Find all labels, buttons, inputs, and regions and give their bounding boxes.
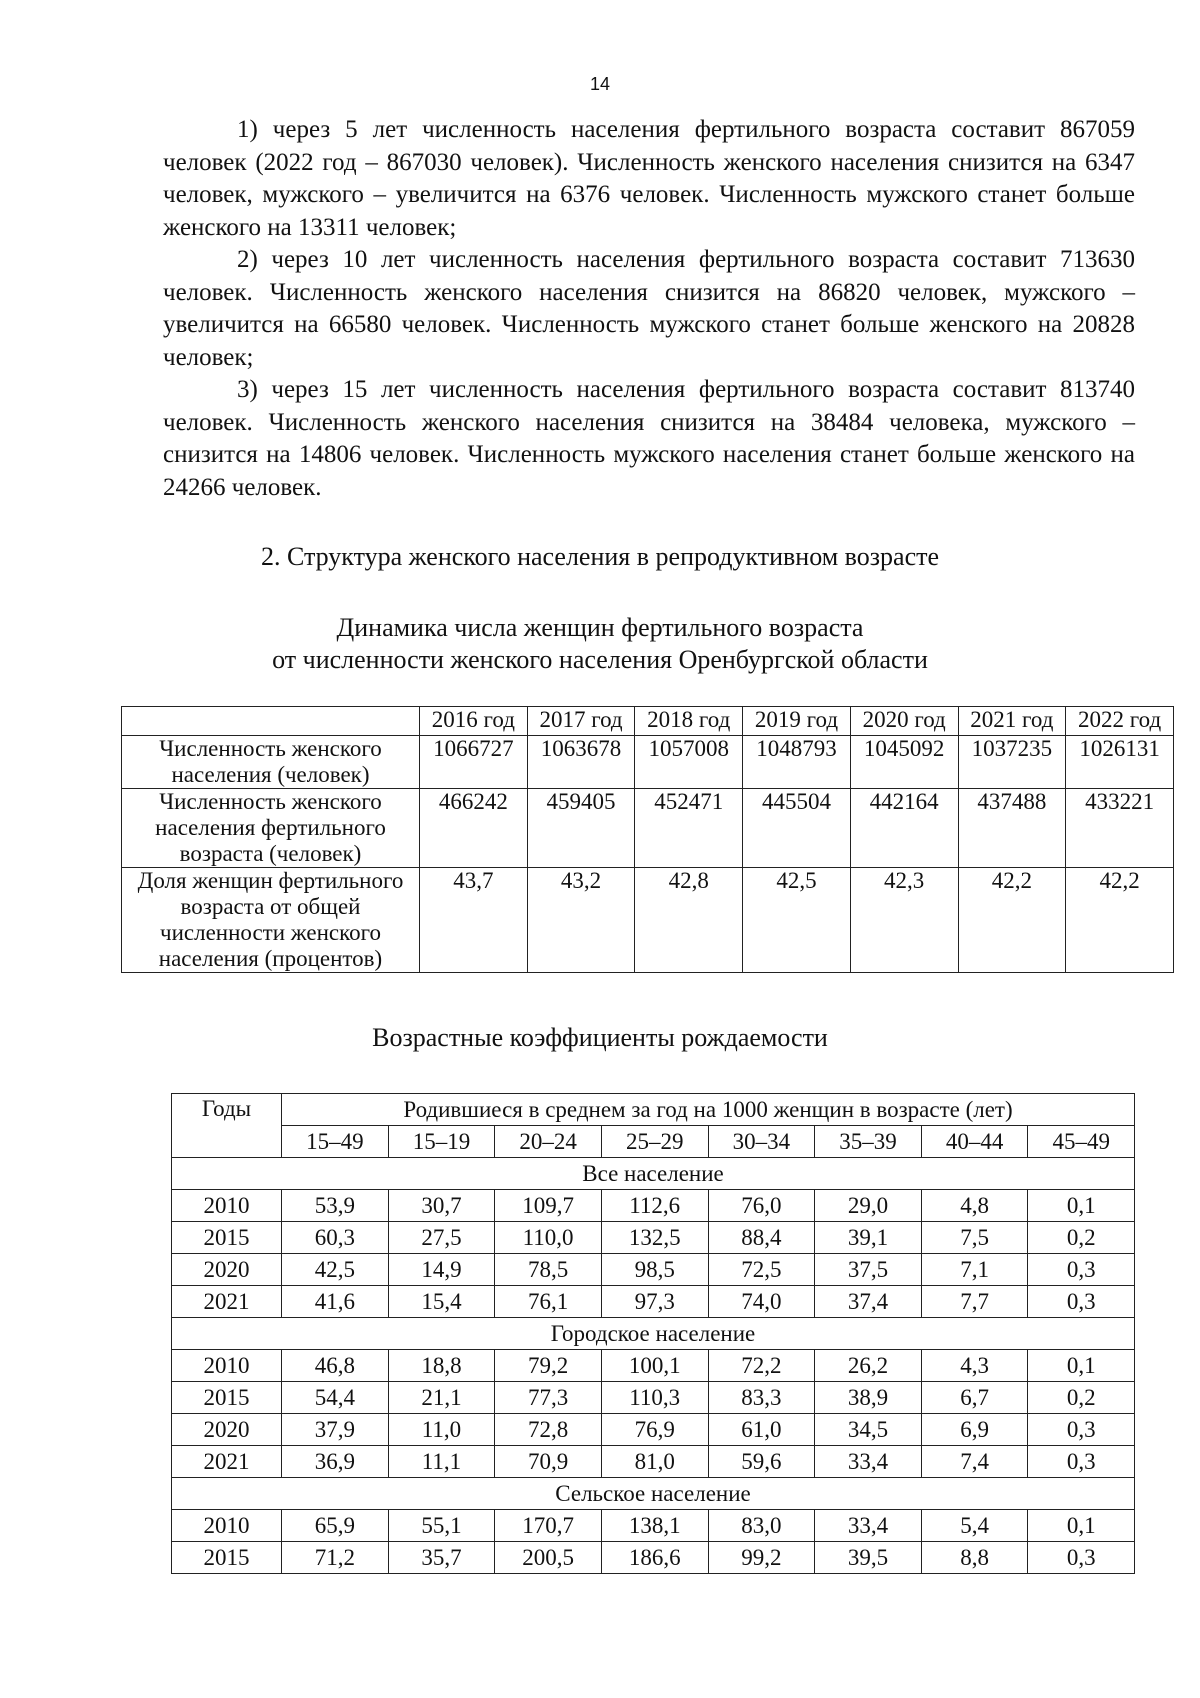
table-cell: 0,2: [1028, 1382, 1135, 1414]
table1-title-line2: от численности женского населения Оренбургской области: [272, 645, 928, 674]
table-cell: 110,3: [601, 1382, 708, 1414]
table-cell: 53,9: [282, 1190, 389, 1222]
row-label: Доля женщин фертильного возраста от общей численности женского населения (процентов): [122, 868, 420, 973]
table-cell: 452471: [635, 789, 743, 868]
year-cell: 2020: [172, 1414, 282, 1446]
table1-title: [0, 612, 1200, 676]
table-cell: 466242: [420, 789, 528, 868]
year-cell: 2021: [172, 1286, 282, 1318]
table-cell: 100,1: [601, 1350, 708, 1382]
table-cell: 0,3: [1028, 1446, 1135, 1478]
table-cell: 72,2: [708, 1350, 815, 1382]
table-row: [172, 1382, 1135, 1414]
table-cell: 83,3: [708, 1382, 815, 1414]
table-cell: 41,6: [282, 1286, 389, 1318]
year-cell: 2010: [172, 1510, 282, 1542]
table-cell: 186,6: [601, 1542, 708, 1574]
table-row: [122, 789, 1174, 868]
table-cell: 1066727: [420, 736, 528, 789]
table-cell: 1048793: [743, 736, 851, 789]
table-row: [172, 1446, 1135, 1478]
table-cell: 18,8: [388, 1350, 495, 1382]
table-cell: 42,3: [850, 868, 958, 973]
table-cell: 59,6: [708, 1446, 815, 1478]
table-cell: 1057008: [635, 736, 743, 789]
age-group-header: 45–49: [1028, 1126, 1135, 1158]
table-cell: 0,3: [1028, 1254, 1135, 1286]
table-cell: 7,4: [921, 1446, 1028, 1478]
age-group-header: 25–29: [601, 1126, 708, 1158]
section-row: [172, 1318, 1135, 1350]
section-title: 2. Структура женского населения в репродуктивном возрасте: [260, 542, 940, 571]
table-cell: 77,3: [495, 1382, 602, 1414]
table-cell: 0,2: [1028, 1222, 1135, 1254]
age-group-header: 35–39: [815, 1126, 922, 1158]
section-name: Сельское население: [172, 1478, 1135, 1510]
years-header: Годы: [172, 1094, 282, 1158]
table-cell: 65,9: [282, 1510, 389, 1542]
table-cell: 445504: [743, 789, 851, 868]
year-header: 2016 год: [420, 707, 528, 736]
group-header: Родившиеся в среднем за год на 1000 женщин в возрасте (лет): [282, 1094, 1135, 1126]
table-cell: 76,0: [708, 1190, 815, 1222]
table-cell: 4,8: [921, 1190, 1028, 1222]
table-cell: 27,5: [388, 1222, 495, 1254]
table-cell: 42,2: [958, 868, 1066, 973]
table-cell: 138,1: [601, 1510, 708, 1542]
table-cell: 72,8: [495, 1414, 602, 1446]
table1-title-line1: Динамика числа женщин фертильного возраста: [336, 613, 864, 642]
table-cell: 76,9: [601, 1414, 708, 1446]
table-cell: 42,2: [1066, 868, 1174, 973]
age-group-header: 15–19: [388, 1126, 495, 1158]
table-cell: 11,0: [388, 1414, 495, 1446]
year-cell: 2020: [172, 1254, 282, 1286]
paragraph-1: 1) через 5 лет численность населения фертильного возраста составит 867059 человек (2022 год – 867030 человек). Численность женского населения снизится на 6347 человек, мужского – увеличится на 6376 человек. Численность мужского станет больше женского на 13311 человек;: [163, 116, 1135, 241]
table-cell: 54,4: [282, 1382, 389, 1414]
table-row: [122, 736, 1174, 789]
table-header-row: [172, 1094, 1135, 1126]
table-cell: 109,7: [495, 1190, 602, 1222]
table-cell: 34,5: [815, 1414, 922, 1446]
table-cell: 71,2: [282, 1542, 389, 1574]
table-cell: 7,1: [921, 1254, 1028, 1286]
section-name: Все население: [172, 1158, 1135, 1190]
table-cell: 437488: [958, 789, 1066, 868]
table-cell: 37,4: [815, 1286, 922, 1318]
table-cell: 7,5: [921, 1222, 1028, 1254]
table-cell: 29,0: [815, 1190, 922, 1222]
table-cell: 33,4: [815, 1510, 922, 1542]
table-cell: 1026131: [1066, 736, 1174, 789]
year-header: 2022 год: [1066, 707, 1174, 736]
table-cell: 7,7: [921, 1286, 1028, 1318]
table-cell: 15,4: [388, 1286, 495, 1318]
table-cell: 11,1: [388, 1446, 495, 1478]
table-cell: 1063678: [527, 736, 635, 789]
table-cell: 42,8: [635, 868, 743, 973]
table-row: [172, 1510, 1135, 1542]
table-cell: 35,7: [388, 1542, 495, 1574]
table-row: [172, 1254, 1135, 1286]
table-cell: 39,1: [815, 1222, 922, 1254]
table-cell: 5,4: [921, 1510, 1028, 1542]
table-cell: 0,3: [1028, 1286, 1135, 1318]
table-cell: 110,0: [495, 1222, 602, 1254]
table-cell: 36,9: [282, 1446, 389, 1478]
table-row: [172, 1542, 1135, 1574]
row-label: Численность женского населения фертильного возраста (человек): [122, 789, 420, 868]
table-cell: 43,7: [420, 868, 528, 973]
table-cell: 79,2: [495, 1350, 602, 1382]
table-cell: 0,1: [1028, 1190, 1135, 1222]
paragraph-3: 3) через 15 лет численность населения фертильного возраста составит 813740 человек. Численность женского населения снизится на 38484 человека, мужского – снизится на 14806 человек. Численность мужского населения станет больше женского на 24266 человек.: [163, 376, 1135, 501]
table-cell: 42,5: [743, 868, 851, 973]
year-cell: 2010: [172, 1350, 282, 1382]
table-row: [172, 1350, 1135, 1382]
table-cell: 88,4: [708, 1222, 815, 1254]
year-cell: 2010: [172, 1190, 282, 1222]
table-cell: 97,3: [601, 1286, 708, 1318]
year-cell: 2015: [172, 1542, 282, 1574]
table-cell: 4,3: [921, 1350, 1028, 1382]
table-cell: 442164: [850, 789, 958, 868]
year-cell: 2021: [172, 1446, 282, 1478]
table-cell: 30,7: [388, 1190, 495, 1222]
table-header-row: [122, 707, 1174, 736]
table-cell: 170,7: [495, 1510, 602, 1542]
age-header-row: [172, 1126, 1135, 1158]
table-cell: 0,1: [1028, 1350, 1135, 1382]
table-cell: 42,5: [282, 1254, 389, 1286]
table-cell: 43,2: [527, 868, 635, 973]
table-cell: 200,5: [495, 1542, 602, 1574]
fertility-rates-table: [171, 1093, 1135, 1574]
table-cell: 6,7: [921, 1382, 1028, 1414]
table-cell: 1037235: [958, 736, 1066, 789]
row-label: Численность женского населения (человек): [122, 736, 420, 789]
table-cell: 61,0: [708, 1414, 815, 1446]
year-cell: 2015: [172, 1382, 282, 1414]
table2-title: Возрастные коэффициенты рождаемости: [372, 1023, 828, 1052]
table-cell: 0,3: [1028, 1542, 1135, 1574]
body-text: [163, 114, 1135, 504]
table-row: [122, 868, 1174, 973]
table-cell: 14,9: [388, 1254, 495, 1286]
table-cell: 78,5: [495, 1254, 602, 1286]
table-row: [172, 1222, 1135, 1254]
year-header: 2019 год: [743, 707, 851, 736]
table-row: [172, 1190, 1135, 1222]
table-cell: 37,5: [815, 1254, 922, 1286]
year-header: 2017 год: [527, 707, 635, 736]
age-group-header: 20–24: [495, 1126, 602, 1158]
table-cell: 0,1: [1028, 1510, 1135, 1542]
female-population-table: [121, 706, 1174, 973]
table-row: [172, 1414, 1135, 1446]
table-cell: 132,5: [601, 1222, 708, 1254]
table-cell: 72,5: [708, 1254, 815, 1286]
table-cell: 70,9: [495, 1446, 602, 1478]
table-row: [172, 1286, 1135, 1318]
age-group-header: 30–34: [708, 1126, 815, 1158]
section-row: [172, 1158, 1135, 1190]
table-cell: 81,0: [601, 1446, 708, 1478]
table-cell: 39,5: [815, 1542, 922, 1574]
year-header: 2021 год: [958, 707, 1066, 736]
table-cell: 1045092: [850, 736, 958, 789]
paragraph-2: 2) через 10 лет численность населения фертильного возраста составит 713630 человек. Численность женского населения снизится на 86820 человек, мужского – увеличится на 66580 человек. Численность мужского станет больше женского на 20828 человек;: [163, 246, 1135, 371]
table-cell: 98,5: [601, 1254, 708, 1286]
age-group-header: 15–49: [282, 1126, 389, 1158]
table-corner-cell: [122, 707, 420, 736]
age-group-header: 40–44: [921, 1126, 1028, 1158]
table-cell: 74,0: [708, 1286, 815, 1318]
table-cell: 0,3: [1028, 1414, 1135, 1446]
table-cell: 83,0: [708, 1510, 815, 1542]
section-name: Городское население: [172, 1318, 1135, 1350]
table-cell: 55,1: [388, 1510, 495, 1542]
table-cell: 46,8: [282, 1350, 389, 1382]
section-row: [172, 1478, 1135, 1510]
table-cell: 112,6: [601, 1190, 708, 1222]
page-number: 14: [589, 74, 611, 94]
table-cell: 99,2: [708, 1542, 815, 1574]
table-cell: 38,9: [815, 1382, 922, 1414]
year-header: 2020 год: [850, 707, 958, 736]
table-cell: 60,3: [282, 1222, 389, 1254]
table-cell: 76,1: [495, 1286, 602, 1318]
year-cell: 2015: [172, 1222, 282, 1254]
table-cell: 8,8: [921, 1542, 1028, 1574]
table-cell: 433221: [1066, 789, 1174, 868]
table-cell: 26,2: [815, 1350, 922, 1382]
table-cell: 459405: [527, 789, 635, 868]
table-cell: 37,9: [282, 1414, 389, 1446]
table-cell: 21,1: [388, 1382, 495, 1414]
table-cell: 6,9: [921, 1414, 1028, 1446]
year-header: 2018 год: [635, 707, 743, 736]
table-cell: 33,4: [815, 1446, 922, 1478]
